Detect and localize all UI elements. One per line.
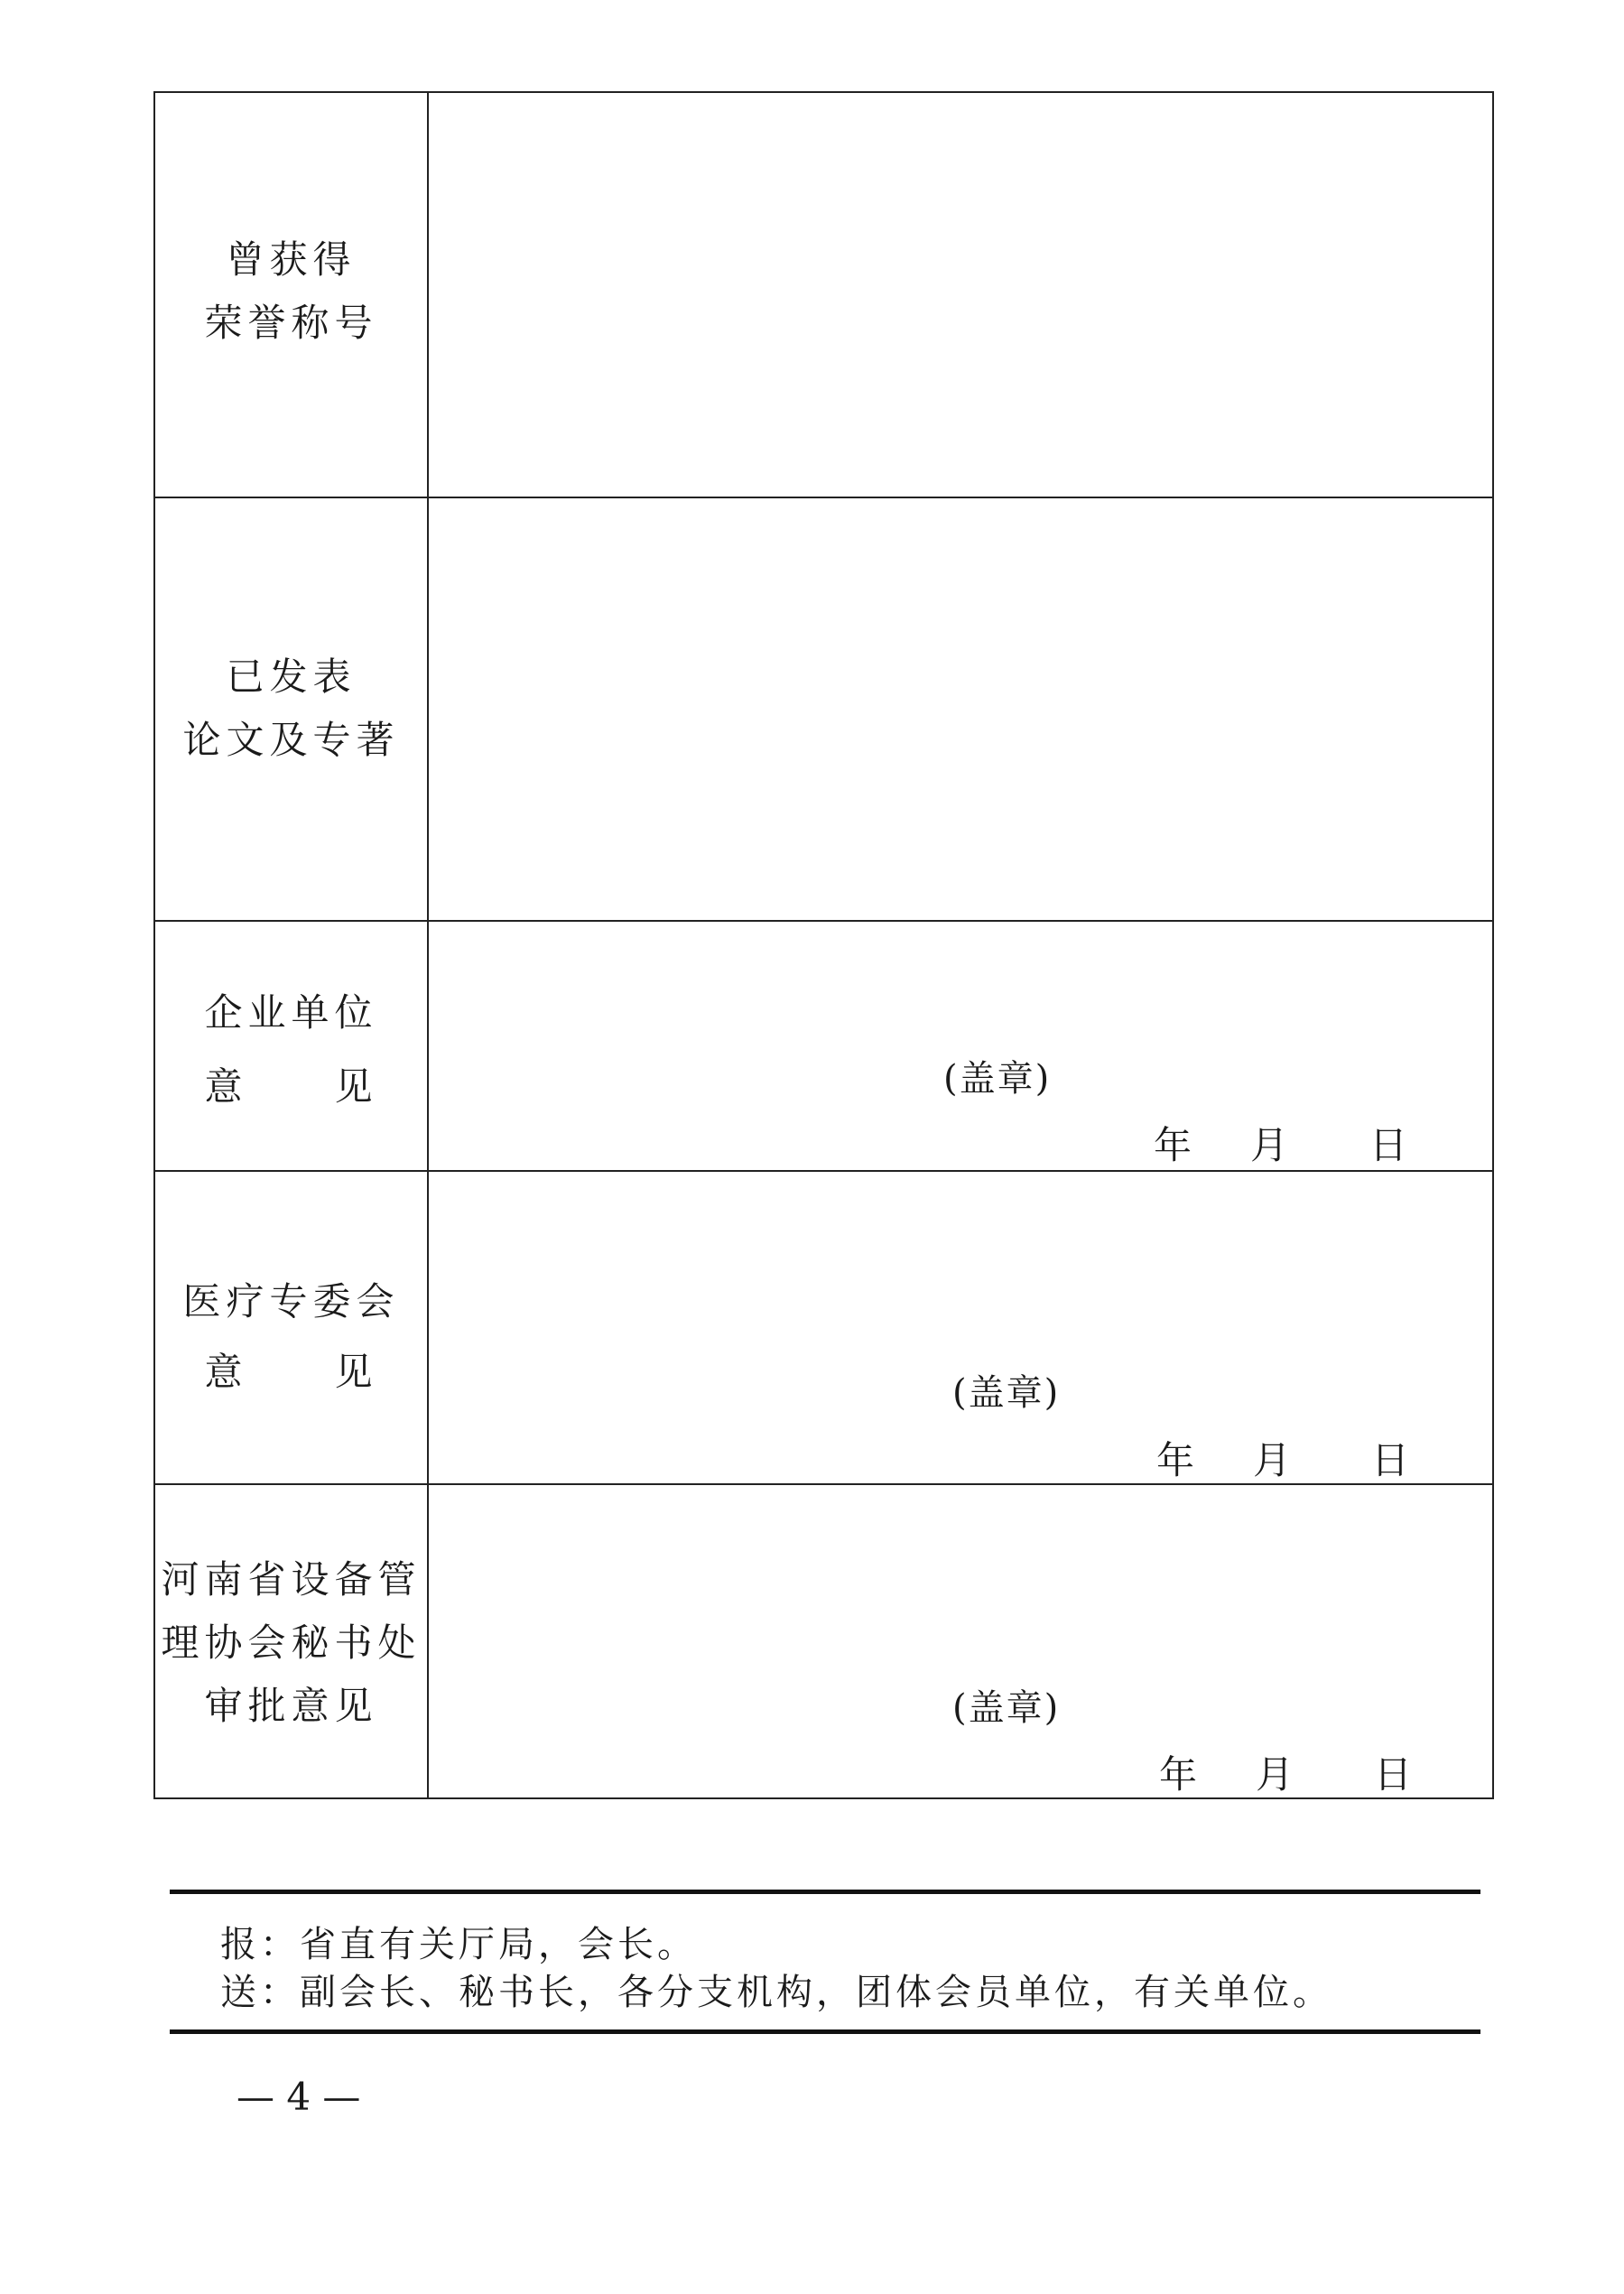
footer-bottom-rule [170, 2029, 1480, 2034]
honors-label-line-2: 荣誉称号 [204, 301, 378, 345]
footer-top-rule [170, 1890, 1480, 1894]
medical-committee-date-year: 年 [1156, 1438, 1195, 1482]
publications-label-line-2: 论文及专著 [182, 718, 400, 762]
medical-committee-opinion-label [155, 1267, 427, 1407]
enterprise-opinion-label-line-2: 意 见 [204, 1064, 378, 1109]
secretariat-date-day: 日 [1374, 1752, 1413, 1797]
publications-label-line-1: 已发表 [226, 655, 357, 699]
column-divider [427, 93, 429, 1797]
secretariat-label-line-3: 审批意见 [204, 1684, 378, 1728]
secretariat-approval-label [155, 1548, 427, 1738]
medical-committee-date-day: 日 [1371, 1438, 1410, 1482]
secretariat-seal-text: (盖章) [952, 1687, 1061, 1729]
row-divider [155, 920, 1492, 922]
medical-committee-date-month: 月 [1253, 1438, 1292, 1482]
send-to-line: 送：副会长、秘书长，各分支机构，团体会员单位，有关单位。 [220, 1972, 1332, 2013]
report-to-line: 报：省直有关厅局，会长。 [220, 1924, 697, 1965]
publications-label [155, 645, 427, 772]
secretariat-label-line-2: 理协会秘书处 [161, 1621, 422, 1665]
secretariat-date-year: 年 [1159, 1752, 1198, 1797]
row-divider [155, 497, 1492, 498]
medical-committee-label-line-1: 医疗专委会 [182, 1279, 400, 1323]
row-divider [155, 1483, 1492, 1485]
medical-committee-seal-text: (盖章) [952, 1372, 1061, 1414]
enterprise-date-month: 月 [1250, 1123, 1289, 1167]
enterprise-opinion-label [155, 976, 427, 1124]
page-number: — 4 — [237, 2075, 361, 2119]
medical-committee-label-line-2: 意 见 [204, 1350, 378, 1394]
honors-label [155, 228, 427, 355]
enterprise-seal-text: (盖章) [943, 1058, 1052, 1100]
secretariat-date-month: 月 [1256, 1752, 1295, 1797]
honors-label-line-1: 曾获得 [226, 237, 357, 282]
row-divider [155, 1170, 1492, 1172]
secretariat-label-line-1: 河南省设备管 [161, 1557, 422, 1602]
application-form-table [153, 91, 1494, 1799]
enterprise-opinion-label-line-1: 企业单位 [204, 990, 378, 1035]
enterprise-date-day: 日 [1369, 1123, 1408, 1167]
enterprise-date-year: 年 [1154, 1123, 1192, 1167]
